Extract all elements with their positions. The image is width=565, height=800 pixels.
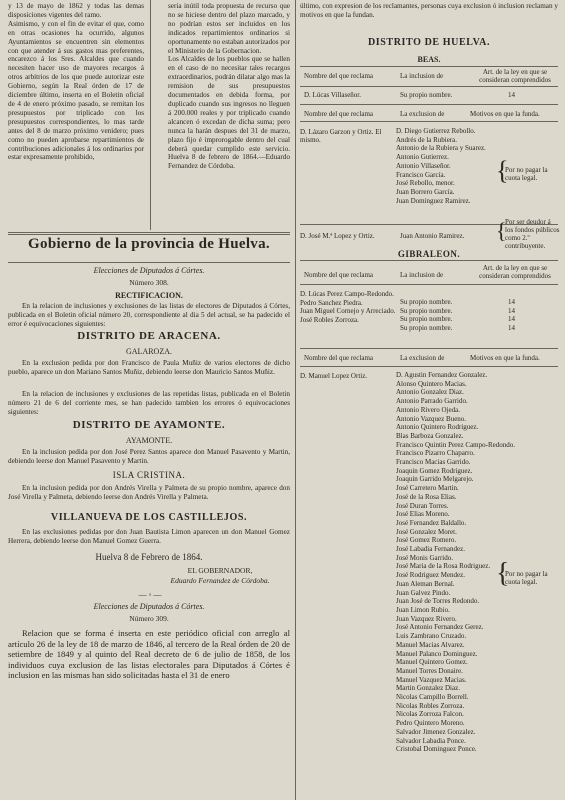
- list-item: Juan Dominguez Ramirez.: [396, 196, 471, 205]
- isla-cristina-heading: ISLA CRISTINA.: [112, 470, 186, 480]
- list-item: Cristobal Dominguez Ponce.: [396, 745, 477, 754]
- distrito-aracena: DISTRITO DE ARACENA.: [77, 330, 221, 342]
- list-item: Salvador Jimenez Gonzalez.: [396, 727, 476, 736]
- gibraleon-heading: GIBRALEON.: [397, 249, 461, 259]
- col-header-motivos-2: Motivos en que la funda.: [470, 354, 540, 362]
- list-item: Antonio Parrado Garrido.: [396, 397, 468, 406]
- list-item: Martin Gonzalez Diaz.: [396, 684, 460, 693]
- brace-3: {: [496, 558, 510, 589]
- distrito-huelva: DISTRITO DE HUELVA.: [367, 37, 491, 48]
- list-item: José Gomez Romero.: [396, 536, 457, 545]
- right-intro: último, con expresion de los reclamantes, personas cuya exclusion ó inclusion reclaman y motivos en que la fundan.: [300, 2, 558, 19]
- list-item: Nicolas Zorroza Falcon.: [396, 710, 464, 719]
- motivo-deudor: Por ser deudor á los fondos públicos como 2.º contribuyente.: [505, 218, 560, 250]
- list-item: José de la Rosa Elias.: [396, 492, 457, 501]
- list-item: Joaquin Gomez Rodriguez.: [396, 466, 473, 475]
- col-header-reclama-3: Nombre del que reclama: [304, 271, 373, 279]
- rectificacion-heading: RECTIFICACION.: [115, 291, 183, 300]
- separator-rule-2: [8, 234, 290, 235]
- col-header-reclama-4: Nombre del que reclama: [304, 354, 373, 362]
- list-item: Andrés de la Rubiera.: [396, 135, 458, 144]
- table-rule-3: [300, 104, 558, 105]
- list-item: Joaquin Garrido Melgarejo.: [396, 475, 474, 484]
- jose-lopez: D. José M.ª Lopez y Ortiz.: [300, 232, 375, 240]
- gibraleon-inclusion-values: [400, 298, 480, 333]
- juan-ramirez: Juan Antonio Ramirez.: [400, 232, 465, 240]
- gobierno-title: Gobierno de la provincia de Huelva.: [28, 236, 270, 252]
- list-item: José Elias Moreno.: [396, 510, 450, 519]
- distrito-ayamonte: DISTRITO DE AYAMONTE.: [72, 419, 226, 431]
- villanueva-text: En las exclusiones pedidas por don Juan Bautista Limon aparecen un don Manuel Gomez Herrera, debiendo leerse don Manuel Gomez Guerra.: [8, 528, 290, 545]
- list-item: Pedro Quintero Moreno.: [396, 719, 465, 728]
- list-item: Juan Vazquez Rivero.: [396, 614, 457, 623]
- list-item: Juan José de Torres Redondo.: [396, 597, 480, 606]
- list-item: 14: [508, 306, 515, 315]
- list-item: Francisco Macias Garrido.: [396, 458, 471, 467]
- brace-1: {: [496, 156, 509, 185]
- list-item: José Maria de la Rosa Rodriguez.: [396, 562, 491, 571]
- list-item: Su propio nombre.: [400, 306, 453, 315]
- list-item: José Carretero Martin.: [396, 484, 459, 493]
- list-item: Francisco Pizarro Chaparro.: [396, 449, 475, 458]
- column-rule-left: [150, 0, 151, 230]
- list-item: Juan Miguel Cornejo y Arreciado.: [300, 307, 396, 316]
- list-item: Manuel Quintero Gomez.: [396, 658, 468, 667]
- list-item: Manuel Macias Alvarez.: [396, 640, 465, 649]
- list-item: José Gonzalez Moret.: [396, 527, 457, 536]
- brace-2: {: [496, 218, 507, 243]
- table-rule-8: [300, 348, 558, 349]
- col-header-art-2: Art. de la ley en que se consideran comprendidos: [479, 264, 551, 280]
- motivo-cuota-2: Por no pagar la cuota legal.: [505, 570, 548, 586]
- intro-column-2: seria inútil toda propuesta de recurso que no se hiciese dentro del plazo marcado, y no podrían estos ser incluidos en los indicados repartimientos ordinarios si oportunamente no estaban autorizados por el Ministerio de la Gobernacion. Los Alcaldes de los pueblos que se hallen en el caso de no necesitar tales recargos extraordinarios, podrán dilatar algo mas la remision de sus presupuestos documentados en debida forma, por duplicado cuando sus ingresos no lleguen á 200.000 reales y por triplicado cuando alcancen ó excedan de dicha suma; pero nunca la harán despues del 31 de marzo, plazo fijo é improrogable dentro del cual deberá quedar cumplido este servicio. Huelva 8 de febrero de 1864.—Eduardo Fernandez de Córdoba.: [168, 2, 290, 171]
- relacion-text: En la relacion de inclusiones y exclusiones de las repetidas listas, publicada en el Boletin número 21 de 6 del corriente mes, se han padecido tambien los errores ó equivocaciones siguientes:: [8, 390, 290, 416]
- list-item: Su propio nombre.: [400, 324, 453, 333]
- list-item: Antonio Vazquez Bueno.: [396, 414, 467, 423]
- list-item: Pedro Sanchez Piedra.: [300, 298, 363, 307]
- elecciones-heading-1: Elecciones de Diputados á Córtes.: [93, 266, 205, 275]
- list-item: José Rebollo, menor.: [396, 179, 455, 188]
- list-item: D. Diego Gutierrez Rebollo.: [396, 127, 476, 135]
- list-item: Blas Barboza Gonzalez.: [396, 431, 464, 440]
- relacion-309-text: Relacion que se forma é inserta en este periódico oficial con arreglo al artículo 26 de la ley de 18 de marzo de 1846, al tercero de la Real órden de 20 de setiembre de 1849 y al quinto del Real decreto de 6 de julio de 1858, de los individuos cuya exclusion de las listas electorales para Diputados á Córtes é inclusion en las mismas han sido solicitadas hasta el 31 de enero: [8, 628, 290, 681]
- gibraleon-exclusion-list: [396, 371, 515, 754]
- gibraleon-inclusion-art: [508, 298, 538, 333]
- gibraleon-inclusion-names: [300, 290, 396, 325]
- list-item: Juan Borrero García.: [396, 187, 455, 196]
- column-rule-center: [295, 0, 296, 800]
- list-item: Luis Zambrano Cruzado.: [396, 632, 467, 641]
- table-rule-4: [300, 121, 558, 122]
- col-header-motivos: Motivos en que la funda.: [470, 110, 540, 118]
- el-gobernador: EL GOBERNADOR,: [187, 566, 253, 575]
- list-item: Salvador Labadia Ponce.: [396, 736, 466, 745]
- ayamonte-heading: AYAMONTE.: [125, 436, 173, 445]
- col-header-inclusion-2: La inclusion de: [400, 271, 444, 279]
- beas-heading: BEAS.: [417, 55, 441, 64]
- list-item: Antonio Rivero Ojeda.: [396, 405, 460, 414]
- table-rule-7: [300, 284, 558, 285]
- list-item: José Fernandez Baldallo.: [396, 518, 467, 527]
- numero-309: Número 309.: [129, 614, 169, 623]
- beas-row-incl: Su propio nombre.: [400, 91, 453, 99]
- list-item: Manuel Palanco Dominguez.: [396, 649, 478, 658]
- list-item: Antonio Villaseñor.: [396, 161, 451, 170]
- firma: Eduardo Fernandez de Córdoba.: [170, 576, 270, 585]
- title-rule: [8, 262, 290, 263]
- list-item: Antonio de la Rubiera y Suarez.: [396, 144, 486, 153]
- col-header-exclusion: La exclusion de: [400, 110, 445, 118]
- col-header-inclusion: La inclusion de: [400, 72, 444, 80]
- list-item: Juan Aleman Bernal.: [396, 579, 455, 588]
- list-item: Francisco García.: [396, 170, 446, 179]
- col-header-art: Art. de la ley en que se consideran comprendidos: [479, 68, 551, 84]
- villanueva-heading: VILLANUEVA DE LOS CASTILLEJOS.: [50, 512, 248, 523]
- table-rule-9: [300, 366, 558, 367]
- list-item: José Labadia Fernandez.: [396, 545, 465, 554]
- galaroza-text: En la exclusion pedida por don Francisco de Paula Muñiz de varios electores de dicho pueblo, aparece un don Mariano Santos Muñiz, debiendo leerse don Mauricio Santos Muñiz.: [8, 359, 290, 376]
- ornament: — ◦ —: [138, 590, 162, 599]
- beas-row-art: 14: [508, 91, 515, 99]
- list-item: 14: [508, 315, 515, 324]
- isla-cristina-text: En la inclusion pedida por don Andrés Virella y Palmeta de su propio nombre, aparece don José Virella y Palmeta, debiendo leerse don Andrés Virella y Palmeta.: [8, 484, 290, 501]
- motivo-cuota-1: Por no pagar la cuota legal.: [505, 166, 548, 182]
- elecciones-heading-2: Elecciones de Diputados á Córtes.: [93, 602, 205, 611]
- list-item: Francisco Quintin Perez Campo-Redondo.: [396, 440, 515, 449]
- beas-exclusion-list: [396, 127, 496, 205]
- list-item: José Rodriguez Mendez.: [396, 571, 466, 580]
- ayamonte-text: En la inclusion pedida por don José Perez Santos aparece don Manuel Pasavento y Martin, debiendo leerse don Manuel Pasavento y Martin.: [8, 448, 290, 465]
- list-item: Nicolas Campillo Borrell.: [396, 693, 469, 702]
- manuel-lopez: D. Manuel Lopez Ortiz.: [300, 372, 368, 380]
- list-item: José Robles Zorroza.: [300, 316, 359, 325]
- list-item: 14: [508, 324, 515, 333]
- list-item: Alonso Quintero Macias.: [396, 379, 467, 388]
- list-item: 14: [508, 298, 515, 306]
- numero-308: Número 308.: [129, 278, 169, 287]
- list-item: José Antonio Fernandez Gerez.: [396, 623, 484, 632]
- list-item: José Duran Torres.: [396, 501, 449, 510]
- list-item: Manuel Torres Donaire.: [396, 666, 463, 675]
- col-header-reclama-2: Nombre del que reclama: [304, 110, 373, 118]
- intro-column-1: y 13 de mayo de 1862 y todas las demas disposiciones vigentes del ramo. Asimismo, y con el fin de evitar el que, como en otras ocasiones ha ocurrido, algunos Ayuntamientos se encuentren sin elementos con que atender á sus gastos mas preferentes, encarezco á los Sres. Alcaldes que cuando necesiten hacer uso de mayores recargos á otros arbitrios de los que puede autorizar este Gobierno, según la Real órden de 17 de diciembre último, inserta en el Boletin oficial de 4 de enero próximo pasado, se remitan los presupuestos por triplicado con los presupuestos correspondientes, lo mas tarde antes del 8 de marzo próximo venidero; pues como no pueden aprobarse repartimientos de contribuciones adicionales á los ordinarios por estar expresamente prohibido,: [8, 2, 144, 162]
- list-item: Juan Limon Rubio.: [396, 605, 450, 614]
- table-rule-6: [300, 260, 558, 261]
- list-item: D. Agustin Fernandez Gonzalez.: [396, 371, 488, 379]
- col-header-reclama: Nombre del que reclama: [304, 72, 373, 80]
- list-item: Nicolas Robles Zorroza.: [396, 701, 465, 710]
- table-rule-1: [300, 66, 558, 67]
- lazaro-garzon: D. Lázaro Garzon y Ortiz. El mismo.: [300, 128, 382, 144]
- fecha: Huelva 8 de Febrero de 1864.: [95, 552, 203, 562]
- beas-row-name: D. Lúcas Villaseñor.: [304, 91, 361, 99]
- rectificacion-text: En la relacion de inclusiones y exclusiones de las listas de electores de Diputados á Córtes, publicada en el Boletin oficial número 20, correspondiente al dia 5 del actual, se ha padecido el error é equivocaciones siguientes:: [8, 302, 290, 328]
- list-item: Antonio Gonzalez Diaz.: [396, 388, 464, 397]
- table-rule-2: [300, 86, 558, 87]
- list-item: Su propio nombre.: [400, 315, 453, 324]
- separator-rule: [8, 232, 290, 233]
- galaroza-heading: GALAROZA.: [126, 347, 172, 356]
- col-header-exclusion-2: La exclusion de: [400, 354, 445, 362]
- list-item: Antonio Gutierrez.: [396, 153, 449, 162]
- list-item: Juan Galvez Pindo.: [396, 588, 451, 597]
- list-item: José Monis Garrido.: [396, 553, 453, 562]
- list-item: Manuel Vazquez Macias.: [396, 675, 467, 684]
- list-item: Su propio nombre.: [400, 298, 453, 306]
- list-item: D. Lúcas Perez Campo-Redondo.: [300, 290, 394, 298]
- list-item: Antonio Quintero Rodriguez.: [396, 423, 479, 432]
